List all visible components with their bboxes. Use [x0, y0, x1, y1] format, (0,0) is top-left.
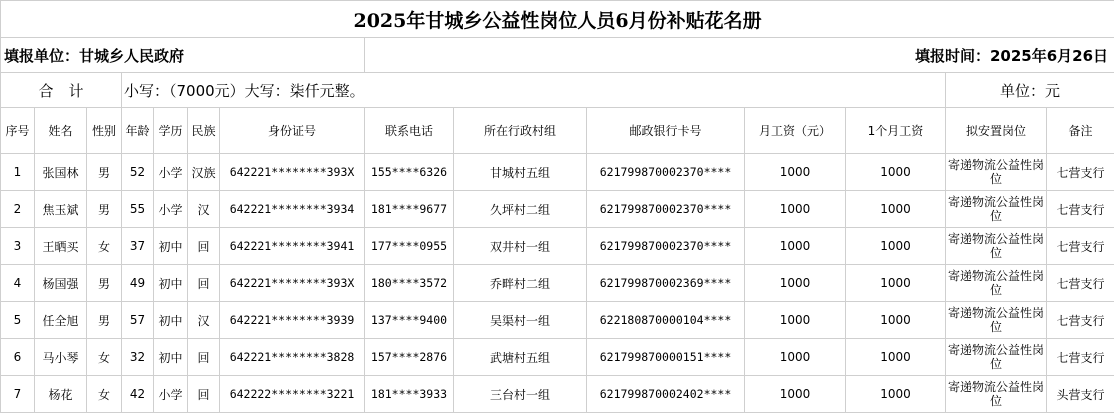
cell-id: 642222********3221 — [220, 376, 365, 413]
table-row — [1, 154, 1114, 191]
cell-month: 1000 — [846, 376, 946, 413]
header-card: 邮政银行卡号 — [587, 108, 745, 154]
cell-sex: 男 — [87, 265, 122, 302]
header-edu: 学历 — [154, 108, 188, 154]
cell-ethnic: 回 — [188, 376, 220, 413]
header-month: 1个月工资 — [846, 108, 946, 154]
header-ethnic: 民族 — [188, 108, 220, 154]
cell-ethnic: 回 — [188, 228, 220, 265]
cell-month: 1000 — [846, 339, 946, 376]
cell-wage: 1000 — [745, 154, 846, 191]
cell-post: 寄递物流公益性岗位 — [946, 302, 1047, 339]
cell-village: 三台村一组 — [454, 376, 587, 413]
cell-ethnic: 汉 — [188, 191, 220, 228]
cell-id: 642221********3941 — [220, 228, 365, 265]
unit-label: 单位：元 — [946, 73, 1114, 108]
cell-phone: 177****0955 — [365, 228, 454, 265]
cell-ethnic: 回 — [188, 265, 220, 302]
cell-name: 王晒买 — [35, 228, 87, 265]
cell-age: 32 — [122, 339, 154, 376]
cell-edu: 初中 — [154, 228, 188, 265]
cell-phone: 137****9400 — [365, 302, 454, 339]
header-phone: 联系电话 — [365, 108, 454, 154]
cell-village: 吴渠村一组 — [454, 302, 587, 339]
cell-edu: 初中 — [154, 302, 188, 339]
cell-note: 七营支行 — [1047, 265, 1114, 302]
table-row — [1, 191, 1114, 228]
cell-age: 57 — [122, 302, 154, 339]
cell-ethnic: 回 — [188, 339, 220, 376]
cell-phone: 181****9677 — [365, 191, 454, 228]
cell-ethnic: 汉族 — [188, 154, 220, 191]
cell-no: 5 — [1, 302, 35, 339]
cell-no: 2 — [1, 191, 35, 228]
header-name: 姓名 — [35, 108, 87, 154]
cell-phone: 180****3572 — [365, 265, 454, 302]
cell-ethnic: 汉 — [188, 302, 220, 339]
cell-note: 七营支行 — [1047, 154, 1114, 191]
cell-note: 七营支行 — [1047, 339, 1114, 376]
header-row — [1, 108, 1114, 154]
cell-edu: 小学 — [154, 154, 188, 191]
cell-post: 寄递物流公益性岗位 — [946, 376, 1047, 413]
cell-name: 杨花 — [35, 376, 87, 413]
cell-village: 久坪村二组 — [454, 191, 587, 228]
cell-age: 37 — [122, 228, 154, 265]
cell-no: 3 — [1, 228, 35, 265]
cell-card: 621799870002370**** — [587, 154, 745, 191]
cell-sex: 男 — [87, 154, 122, 191]
cell-card: 621799870002402**** — [587, 376, 745, 413]
cell-wage: 1000 — [745, 339, 846, 376]
cell-sex: 女 — [87, 376, 122, 413]
cell-phone: 155****6326 — [365, 154, 454, 191]
header-village: 所在行政村组 — [454, 108, 587, 154]
cell-month: 1000 — [846, 228, 946, 265]
cell-no: 7 — [1, 376, 35, 413]
cell-name: 张国林 — [35, 154, 87, 191]
report-time: 填报时间：2025年6月26日 — [365, 38, 1114, 73]
cell-month: 1000 — [846, 302, 946, 339]
cell-id: 642221********3939 — [220, 302, 365, 339]
cell-edu: 初中 — [154, 339, 188, 376]
table-row — [1, 376, 1114, 413]
cell-wage: 1000 — [745, 228, 846, 265]
cell-village: 乔畔村二组 — [454, 265, 587, 302]
cell-name: 焦玉斌 — [35, 191, 87, 228]
cell-age: 42 — [122, 376, 154, 413]
cell-wage: 1000 — [745, 376, 846, 413]
cell-village: 双井村一组 — [454, 228, 587, 265]
header-post: 拟安置岗位 — [946, 108, 1047, 154]
cell-post: 寄递物流公益性岗位 — [946, 339, 1047, 376]
header-id: 身份证号 — [220, 108, 365, 154]
cell-id: 642221********3828 — [220, 339, 365, 376]
cell-phone: 181****3933 — [365, 376, 454, 413]
cell-post: 寄递物流公益性岗位 — [946, 228, 1047, 265]
cell-name: 马小琴 — [35, 339, 87, 376]
cell-village: 甘城村五组 — [454, 154, 587, 191]
cell-post: 寄递物流公益性岗位 — [946, 265, 1047, 302]
cell-id: 642221********393X — [220, 154, 365, 191]
header-note: 备注 — [1047, 108, 1114, 154]
table-row — [1, 302, 1114, 339]
cell-age: 49 — [122, 265, 154, 302]
cell-note: 头营支行 — [1047, 376, 1114, 413]
cell-card: 622180870000104**** — [587, 302, 745, 339]
report-unit: 填报单位：甘城乡人民政府 — [1, 38, 365, 73]
cell-name: 任全旭 — [35, 302, 87, 339]
cell-id: 642221********3934 — [220, 191, 365, 228]
sheet-title: 2025年甘城乡公益性岗位人员6月份补贴花名册 — [1, 1, 1114, 38]
header-no: 序号 — [1, 108, 35, 154]
cell-wage: 1000 — [745, 302, 846, 339]
cell-note: 七营支行 — [1047, 228, 1114, 265]
header-age: 年龄 — [122, 108, 154, 154]
cell-note: 七营支行 — [1047, 302, 1114, 339]
header-wage: 月工资（元） — [745, 108, 846, 154]
cell-month: 1000 — [846, 154, 946, 191]
cell-no: 1 — [1, 154, 35, 191]
header-sex: 性别 — [87, 108, 122, 154]
cell-wage: 1000 — [745, 191, 846, 228]
cell-card: 621799870002370**** — [587, 191, 745, 228]
cell-post: 寄递物流公益性岗位 — [946, 154, 1047, 191]
cell-age: 55 — [122, 191, 154, 228]
cell-sex: 男 — [87, 191, 122, 228]
table-row — [1, 265, 1114, 302]
cell-edu: 小学 — [154, 376, 188, 413]
cell-post: 寄递物流公益性岗位 — [946, 191, 1047, 228]
total-label: 合 计 — [1, 73, 122, 108]
cell-month: 1000 — [846, 191, 946, 228]
cell-wage: 1000 — [745, 265, 846, 302]
cell-phone: 157****2876 — [365, 339, 454, 376]
cell-card: 621799870002370**** — [587, 228, 745, 265]
cell-month: 1000 — [846, 265, 946, 302]
cell-village: 武塘村五组 — [454, 339, 587, 376]
cell-id: 642221********393X — [220, 265, 365, 302]
cell-note: 七营支行 — [1047, 191, 1114, 228]
cell-edu: 初中 — [154, 265, 188, 302]
table-row — [1, 228, 1114, 265]
cell-card: 621799870000151**** — [587, 339, 745, 376]
cell-card: 621799870002369**** — [587, 265, 745, 302]
cell-sex: 女 — [87, 228, 122, 265]
cell-sex: 男 — [87, 302, 122, 339]
cell-name: 杨国强 — [35, 265, 87, 302]
cell-no: 4 — [1, 265, 35, 302]
cell-age: 52 — [122, 154, 154, 191]
cell-no: 6 — [1, 339, 35, 376]
cell-edu: 小学 — [154, 191, 188, 228]
total-amount: 小写：（7000元）大写：柒仟元整。 — [122, 73, 946, 108]
table-row — [1, 339, 1114, 376]
cell-sex: 女 — [87, 339, 122, 376]
